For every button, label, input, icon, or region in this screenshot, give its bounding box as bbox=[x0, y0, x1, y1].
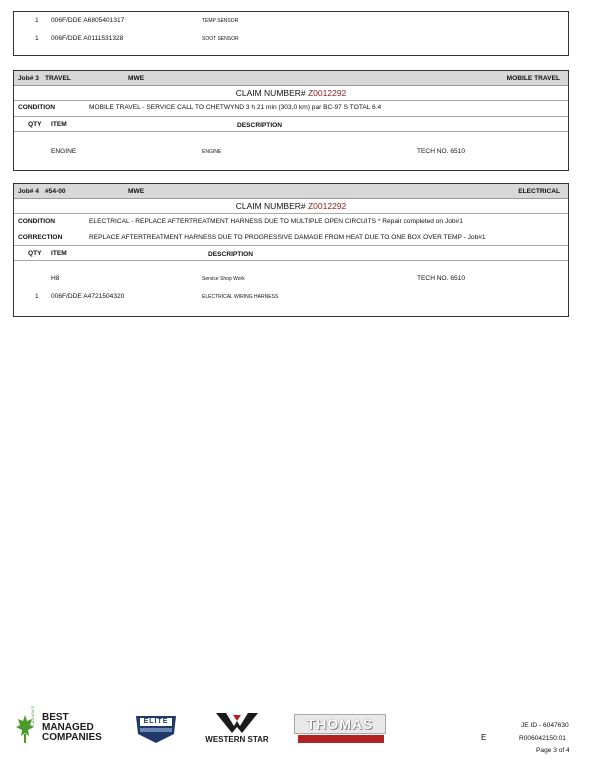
job4-header bbox=[14, 184, 568, 199]
claim-label: CLAIM NUMBER# bbox=[235, 201, 306, 211]
footer-letter: E bbox=[481, 733, 487, 742]
claim-value: Z0012292 bbox=[307, 201, 347, 211]
thomas-wordmark bbox=[294, 714, 386, 734]
best-managed-line3: COMPANIES bbox=[42, 732, 102, 743]
divider bbox=[14, 213, 568, 214]
job-code: MWE bbox=[128, 188, 145, 195]
condition-label: CONDITION bbox=[18, 104, 55, 111]
claim-value: Z0012292 bbox=[307, 88, 347, 98]
tech-number: TECH NO. 6510 bbox=[417, 148, 466, 155]
item-name: H8 bbox=[51, 275, 60, 282]
job-code: MWE bbox=[128, 75, 145, 82]
description-header: DESCRIPTION bbox=[208, 251, 254, 258]
claim-number bbox=[14, 88, 568, 98]
tech-number: TECH NO. 6510 bbox=[417, 275, 466, 282]
job3-section bbox=[13, 70, 569, 171]
qty: 1 bbox=[35, 35, 39, 42]
divider bbox=[14, 100, 568, 101]
thomas-logo bbox=[294, 714, 390, 744]
qty: 1 bbox=[35, 293, 39, 300]
item-header: ITEM bbox=[51, 250, 67, 257]
best-managed-line2: MANAGED bbox=[42, 722, 94, 733]
divider bbox=[14, 116, 568, 117]
correction-text: REPLACE AFTERTREATMENT HARNESS DUE TO PROGRESSIVE DAMAGE FROM HEAT DUE TO ONE BOX OVER TEMP - Job#1 bbox=[89, 234, 486, 241]
divider bbox=[14, 260, 568, 261]
item-name: ENGINE bbox=[51, 148, 77, 155]
thomas-text: THOMAS bbox=[306, 716, 374, 732]
western-star-emblem-icon bbox=[198, 712, 276, 734]
part-description: SOOT SENSOR bbox=[202, 36, 239, 42]
job-type: #54-00 bbox=[45, 188, 66, 195]
western-star-text: WESTERN STAR bbox=[205, 735, 269, 744]
job3-header bbox=[14, 71, 568, 86]
condition-text: ELECTRICAL - REPLACE AFTERTREATMENT HARNESS DUE TO MULTIPLE OPEN CIRCUITS * Repair completed on Job#1 bbox=[89, 218, 463, 225]
ro-number: R006042150:01 bbox=[519, 735, 566, 742]
claim-number bbox=[14, 201, 568, 211]
je-id: JE ID - 6047630 bbox=[521, 722, 569, 729]
condition-label: CONDITION bbox=[18, 218, 55, 225]
condition-text: MOBILE TRAVEL - SERVICE CALL TO CHETWYND 3 h 21 min (303,0 km) par BC-97 S TOTAL 6.4 bbox=[89, 104, 382, 111]
item-header: ITEM bbox=[51, 121, 67, 128]
elite-logo bbox=[132, 714, 180, 744]
job-category: ELECTRICAL bbox=[518, 188, 560, 195]
elite-text: ELITE bbox=[143, 718, 169, 725]
part-description: TEMP SENSOR bbox=[202, 18, 239, 24]
thomas-banner bbox=[298, 735, 384, 743]
job-number: Job# 4 bbox=[18, 188, 39, 195]
part-description: ELECTRICAL WIRING HARNESS bbox=[202, 294, 279, 300]
best-managed-side: CANADA'S bbox=[30, 705, 35, 726]
job-category: MOBILE TRAVEL bbox=[506, 75, 560, 82]
divider bbox=[14, 131, 568, 132]
item-description: Service Shop Work bbox=[202, 276, 245, 282]
claim-label: CLAIM NUMBER# bbox=[235, 88, 306, 98]
best-managed-line1: BEST bbox=[42, 712, 69, 723]
qty-header: QTY bbox=[28, 250, 42, 257]
part-number: 006F/DDE A6805401317 bbox=[51, 17, 125, 24]
description-header: DESCRIPTION bbox=[237, 122, 283, 129]
best-managed-logo bbox=[16, 705, 116, 746]
job-type: TRAVEL bbox=[45, 75, 71, 82]
job4-section bbox=[13, 183, 569, 317]
qty: 1 bbox=[35, 17, 39, 24]
part-number: 006F/DDE A0111531328 bbox=[51, 35, 124, 42]
job-number: Job# 3 bbox=[18, 75, 39, 82]
page-number: Page 3 of 4 bbox=[536, 747, 570, 754]
western-star-logo bbox=[198, 712, 276, 746]
qty-header: QTY bbox=[28, 121, 42, 128]
divider bbox=[14, 245, 568, 246]
correction-label: CORRECTION bbox=[18, 234, 63, 241]
item-description: ENGINE bbox=[202, 149, 222, 155]
part-number: 006F/DDE A4721504320 bbox=[51, 293, 125, 300]
parts-continuation-box bbox=[13, 11, 569, 56]
